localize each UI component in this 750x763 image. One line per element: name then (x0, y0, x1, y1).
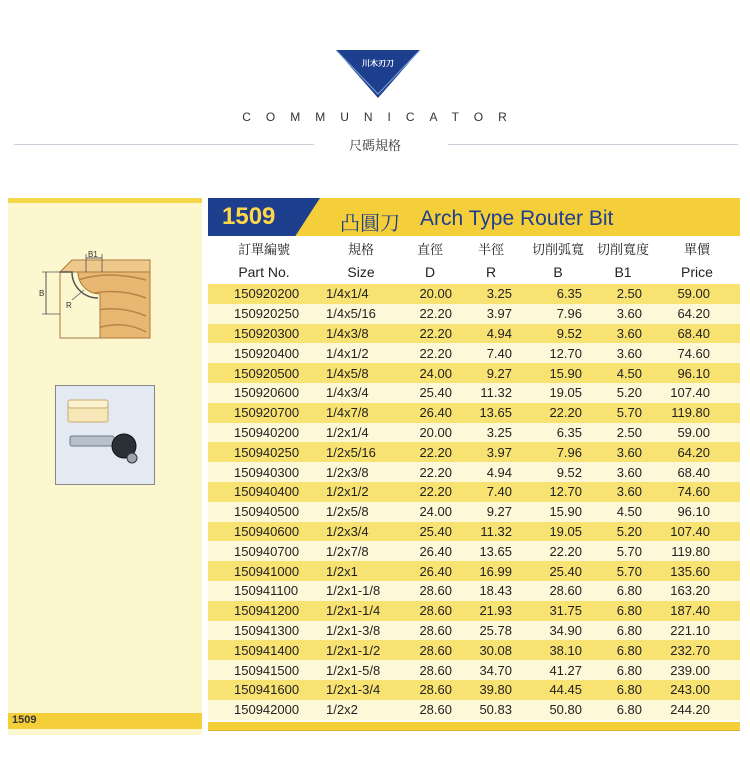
cut-width-cell: 2.50 (592, 284, 654, 304)
size-cell: 1/2x1-1/8 (320, 581, 402, 601)
price-cell: 119.80 (654, 403, 740, 423)
diameter-cell: 28.60 (402, 601, 458, 621)
table-row (208, 482, 740, 502)
part-no-cell: 150940400 (208, 482, 320, 502)
table-row (208, 601, 740, 621)
part-no-cell: 150940700 (208, 541, 320, 561)
cut-width-cell: 3.60 (592, 462, 654, 482)
table-row (208, 502, 740, 522)
table-row (208, 442, 740, 462)
price-cell: 232.70 (654, 640, 740, 660)
radius-cell: 7.40 (458, 482, 524, 502)
diameter-cell: 22.20 (402, 462, 458, 482)
arc-width-cell: 34.90 (524, 621, 592, 641)
table-row (208, 423, 740, 443)
diameter-cell: 20.00 (402, 423, 458, 443)
size-cell: 1/2x1-1/4 (320, 601, 402, 621)
cut-width-cell: 4.50 (592, 502, 654, 522)
size-cell: 1/4x7/8 (320, 403, 402, 423)
arc-width-cell: 12.70 (524, 343, 592, 363)
left-footer-label: 1509 (12, 714, 37, 726)
radius-cell: 7.40 (458, 343, 524, 363)
radius-cell: 39.80 (458, 680, 524, 700)
table-row (208, 343, 740, 363)
radius-cell: 34.70 (458, 660, 524, 680)
table-row (208, 284, 740, 304)
arc-width-cell: 7.96 (524, 304, 592, 324)
profile-diagram (38, 250, 156, 348)
price-cell: 187.40 (654, 601, 740, 621)
cut-width-cell: 5.70 (592, 561, 654, 581)
part-no-cell: 150941600 (208, 680, 320, 700)
part-no-cell: 150920600 (208, 383, 320, 403)
price-cell: 68.40 (654, 324, 740, 344)
product-name-cn: 凸圓刀 (340, 211, 400, 235)
part-no-cell: 150941400 (208, 640, 320, 660)
diameter-cell: 24.00 (402, 502, 458, 522)
column-header-en: Size (320, 260, 402, 284)
arc-width-cell: 6.35 (524, 284, 592, 304)
cut-width-cell: 6.80 (592, 601, 654, 621)
size-cell: 1/2x1-1/2 (320, 640, 402, 660)
arc-width-cell: 19.05 (524, 522, 592, 542)
table-row (208, 660, 740, 680)
cut-width-cell: 5.20 (592, 383, 654, 403)
column-header-cn: 切削寬度 (592, 236, 654, 260)
part-no-cell: 150941500 (208, 660, 320, 680)
cut-width-cell: 6.80 (592, 581, 654, 601)
size-cell: 1/2x5/16 (320, 442, 402, 462)
table-row (208, 581, 740, 601)
part-no-cell: 150920500 (208, 363, 320, 383)
size-cell: 1/2x7/8 (320, 541, 402, 561)
header-row-en (208, 260, 740, 284)
cut-width-cell: 6.80 (592, 640, 654, 660)
price-cell: 59.00 (654, 423, 740, 443)
radius-cell: 4.94 (458, 324, 524, 344)
arc-width-cell: 7.96 (524, 442, 592, 462)
table-row (208, 383, 740, 403)
price-cell: 163.20 (654, 581, 740, 601)
diameter-cell: 26.40 (402, 561, 458, 581)
column-header-cn: 半徑 (458, 236, 524, 260)
price-cell: 96.10 (654, 363, 740, 383)
radius-cell: 30.08 (458, 640, 524, 660)
cut-width-cell: 3.60 (592, 343, 654, 363)
arc-width-cell: 50.80 (524, 700, 592, 720)
part-no-cell: 150941200 (208, 601, 320, 621)
diameter-cell: 22.20 (402, 442, 458, 462)
table-row (208, 363, 740, 383)
diameter-cell: 28.60 (402, 640, 458, 660)
cut-width-cell: 5.20 (592, 522, 654, 542)
logo-chevron-icon (336, 48, 420, 100)
brand-name: COMMUNICATOR (242, 110, 522, 124)
part-no-cell: 150941000 (208, 561, 320, 581)
diameter-cell: 28.60 (402, 660, 458, 680)
table-row (208, 680, 740, 700)
radius-cell: 3.97 (458, 304, 524, 324)
diameter-cell: 25.40 (402, 383, 458, 403)
radius-cell: 11.32 (458, 383, 524, 403)
radius-cell: 21.93 (458, 601, 524, 621)
diameter-cell: 28.60 (402, 680, 458, 700)
radius-cell: 50.83 (458, 700, 524, 720)
diameter-cell: 24.00 (402, 363, 458, 383)
size-cell: 1/4x1/2 (320, 343, 402, 363)
size-cell: 1/2x1-3/8 (320, 621, 402, 641)
logo-text: 川木刃刀 (362, 59, 394, 68)
table-row (208, 304, 740, 324)
column-header-cn: 訂單編號 (208, 236, 320, 260)
arc-width-cell: 44.45 (524, 680, 592, 700)
header-row-cn (208, 236, 740, 260)
price-cell: 64.20 (654, 304, 740, 324)
column-header-cn: 規格 (320, 236, 402, 260)
diameter-cell: 20.00 (402, 284, 458, 304)
arc-width-cell: 38.10 (524, 640, 592, 660)
size-cell: 1/2x1/2 (320, 482, 402, 502)
table-row (208, 541, 740, 561)
spec-table-body (208, 284, 740, 720)
size-cell: 1/4x3/8 (320, 324, 402, 344)
arc-width-cell: 9.52 (524, 462, 592, 482)
brand-logo (336, 48, 420, 100)
part-no-cell: 150942000 (208, 700, 320, 720)
diameter-cell: 26.40 (402, 541, 458, 561)
size-cell: 1/2x1-5/8 (320, 660, 402, 680)
section-subtitle: 尺碼規格 (348, 139, 401, 154)
size-cell: 1/2x1/4 (320, 423, 402, 443)
diagram-label-r: R (66, 301, 72, 310)
diameter-cell: 28.60 (402, 700, 458, 720)
part-no-cell: 150940300 (208, 462, 320, 482)
radius-cell: 9.27 (458, 502, 524, 522)
cut-width-cell: 6.80 (592, 660, 654, 680)
part-no-cell: 150920700 (208, 403, 320, 423)
spec-table (208, 236, 740, 720)
arc-width-cell: 22.20 (524, 403, 592, 423)
price-cell: 74.60 (654, 482, 740, 502)
radius-cell: 3.97 (458, 442, 524, 462)
diameter-cell: 22.20 (402, 482, 458, 502)
part-no-cell: 150940250 (208, 442, 320, 462)
left-footer-bar (8, 713, 202, 729)
diagram-label-b: B (39, 289, 45, 298)
cut-width-cell: 3.60 (592, 442, 654, 462)
arc-width-cell: 9.52 (524, 324, 592, 344)
cut-width-cell: 5.70 (592, 403, 654, 423)
column-header-cn: 單價 (654, 236, 740, 260)
table-row (208, 561, 740, 581)
table-row (208, 462, 740, 482)
radius-cell: 4.94 (458, 462, 524, 482)
diameter-cell: 22.20 (402, 343, 458, 363)
column-header-en: R (458, 260, 524, 284)
price-cell: 239.00 (654, 660, 740, 680)
arc-width-cell: 19.05 (524, 383, 592, 403)
price-cell: 221.10 (654, 621, 740, 641)
part-no-cell: 150920300 (208, 324, 320, 344)
cut-width-cell: 3.60 (592, 304, 654, 324)
size-cell: 1/2x3/4 (320, 522, 402, 542)
table-row (208, 403, 740, 423)
arc-width-cell: 25.40 (524, 561, 592, 581)
radius-cell: 9.27 (458, 363, 524, 383)
price-cell: 243.00 (654, 680, 740, 700)
price-cell: 74.60 (654, 343, 740, 363)
part-no-cell: 150920200 (208, 284, 320, 304)
cut-width-cell: 2.50 (592, 423, 654, 443)
part-no-cell: 150941100 (208, 581, 320, 601)
price-cell: 96.10 (654, 502, 740, 522)
cut-width-cell: 6.80 (592, 680, 654, 700)
arc-width-cell: 28.60 (524, 581, 592, 601)
price-cell: 64.20 (654, 442, 740, 462)
part-no-cell: 150940500 (208, 502, 320, 522)
price-cell: 107.40 (654, 383, 740, 403)
part-no-cell: 150920250 (208, 304, 320, 324)
diagram-label-b1: B1 (88, 250, 98, 259)
column-header-en: D (402, 260, 458, 284)
size-cell: 1/4x5/8 (320, 363, 402, 383)
size-cell: 1/2x3/8 (320, 462, 402, 482)
size-cell: 1/2x2 (320, 700, 402, 720)
size-cell: 1/2x1 (320, 561, 402, 581)
arc-width-cell: 31.75 (524, 601, 592, 621)
cut-width-cell: 3.60 (592, 324, 654, 344)
table-row (208, 324, 740, 344)
part-no-cell: 150920400 (208, 343, 320, 363)
size-cell: 1/2x1-3/4 (320, 680, 402, 700)
arc-width-cell: 22.20 (524, 541, 592, 561)
diameter-cell: 28.60 (402, 581, 458, 601)
price-cell: 59.00 (654, 284, 740, 304)
table-footer-bar (208, 722, 740, 731)
price-cell: 68.40 (654, 462, 740, 482)
size-cell: 1/2x5/8 (320, 502, 402, 522)
radius-cell: 3.25 (458, 284, 524, 304)
diameter-cell: 25.40 (402, 522, 458, 542)
cut-width-cell: 6.80 (592, 621, 654, 641)
cut-width-cell: 4.50 (592, 363, 654, 383)
diameter-cell: 28.60 (402, 621, 458, 641)
arc-width-cell: 15.90 (524, 363, 592, 383)
arc-width-cell: 12.70 (524, 482, 592, 502)
radius-cell: 3.25 (458, 423, 524, 443)
price-cell: 244.20 (654, 700, 740, 720)
size-cell: 1/4x3/4 (320, 383, 402, 403)
cut-width-cell: 3.60 (592, 482, 654, 502)
diameter-cell: 22.20 (402, 324, 458, 344)
part-no-cell: 150940600 (208, 522, 320, 542)
cut-width-cell: 6.80 (592, 700, 654, 720)
price-cell: 135.60 (654, 561, 740, 581)
part-no-cell: 150940200 (208, 423, 320, 443)
table-row (208, 640, 740, 660)
column-header-en: B1 (592, 260, 654, 284)
table-row (208, 522, 740, 542)
column-header-en: Part No. (208, 260, 320, 284)
arc-width-cell: 6.35 (524, 423, 592, 443)
size-cell: 1/4x5/16 (320, 304, 402, 324)
radius-cell: 25.78 (458, 621, 524, 641)
column-header-en: Price (654, 260, 740, 284)
radius-cell: 11.32 (458, 522, 524, 542)
price-cell: 119.80 (654, 541, 740, 561)
arc-width-cell: 15.90 (524, 502, 592, 522)
cut-width-cell: 5.70 (592, 541, 654, 561)
column-header-cn: 直徑 (402, 236, 458, 260)
radius-cell: 16.99 (458, 561, 524, 581)
diameter-cell: 22.20 (402, 304, 458, 324)
column-header-en: B (524, 260, 592, 284)
radius-cell: 13.65 (458, 541, 524, 561)
product-name-en: Arch Type Router Bit (420, 207, 614, 230)
diameter-cell: 26.40 (402, 403, 458, 423)
size-cell: 1/4x1/4 (320, 284, 402, 304)
table-row (208, 621, 740, 641)
product-photo (55, 385, 155, 485)
price-cell: 107.40 (654, 522, 740, 542)
column-header-cn: 切削弧寬 (524, 236, 592, 260)
table-row (208, 700, 740, 720)
part-no-cell: 150941300 (208, 621, 320, 641)
arc-width-cell: 41.27 (524, 660, 592, 680)
radius-cell: 18.43 (458, 581, 524, 601)
product-code: 1509 (222, 203, 276, 230)
radius-cell: 13.65 (458, 403, 524, 423)
